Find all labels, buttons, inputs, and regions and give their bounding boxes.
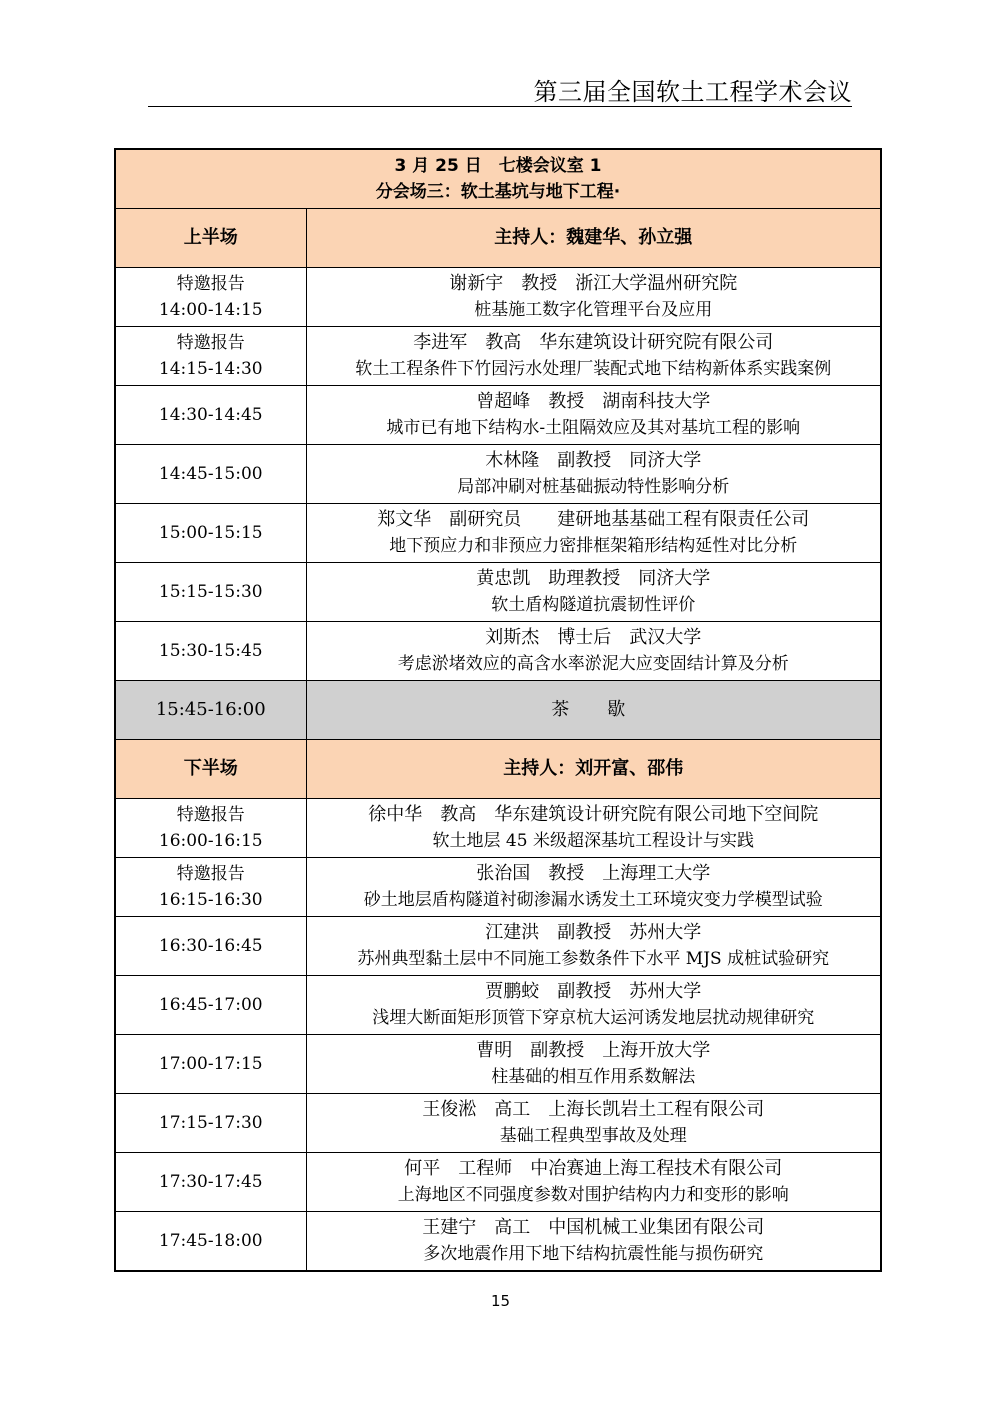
talk-row — [115, 1153, 881, 1212]
talk-speaker: 王俊淞 高工 上海长凯岩土工程有限公司 — [422, 1099, 765, 1120]
talk-row — [115, 563, 881, 622]
talk-speaker: 徐中华 教高 华东建筑设计研究院有限公司地下空间院 — [368, 804, 819, 825]
talk-row — [115, 268, 881, 327]
talk-time: 16:45-17:00 — [158, 995, 263, 1015]
talk-time: 17:30-17:45 — [158, 1172, 263, 1192]
talk-row — [115, 1035, 881, 1094]
talk-topic: 柱基础的相互作用系数解法 — [491, 1067, 696, 1087]
talk-time: 17:00-17:15 — [158, 1054, 263, 1074]
talk-info-cell — [306, 268, 881, 327]
talk-time: 17:45-18:00 — [158, 1231, 263, 1251]
talk-speaker: 曾超峰 教授 湖南科技大学 — [476, 391, 711, 412]
talk-row — [115, 445, 881, 504]
talk-time: 14:45-15:00 — [158, 464, 263, 484]
talk-time-cell — [115, 563, 306, 622]
talk-time-cell — [115, 976, 306, 1035]
talk-info-cell — [306, 1035, 881, 1094]
talk-speaker: 何平 工程师 中冶赛迪上海工程技术有限公司 — [404, 1158, 783, 1179]
talk-speaker: 谢新宇 教授 浙江大学温州研究院 — [449, 273, 738, 294]
first-half-label: 上半场 — [115, 209, 306, 268]
session-header-row — [115, 149, 881, 209]
talk-time: 14:15-14:30 — [158, 359, 263, 379]
talk-info-cell — [306, 622, 881, 681]
talk-row — [115, 858, 881, 917]
document-header — [148, 68, 852, 107]
talk-time: 17:15-17:30 — [158, 1113, 263, 1133]
invited-talk-tag: 特邀报告 — [176, 805, 245, 825]
talk-info-cell — [306, 327, 881, 386]
talk-topic: 软土地层 45 米级超深基坑工程设计与实践 — [432, 831, 754, 851]
talk-topic: 基础工程典型事故及处理 — [499, 1126, 687, 1146]
talk-info-cell — [306, 1153, 881, 1212]
talk-row — [115, 1094, 881, 1153]
talk-info-cell — [306, 1212, 881, 1272]
talk-time: 14:00-14:15 — [158, 300, 263, 320]
talk-time-cell — [115, 386, 306, 445]
second-half-hosts: 主持人：刘开富、邵伟 — [306, 740, 881, 799]
talk-time-cell — [115, 445, 306, 504]
talk-row — [115, 327, 881, 386]
talk-info-cell — [306, 1094, 881, 1153]
talk-time-cell — [115, 799, 306, 858]
talk-topic: 上海地区不同强度参数对围护结构内力和变形的影响 — [397, 1185, 789, 1205]
talk-topic: 桩基施工数字化管理平台及应用 — [474, 300, 713, 320]
invited-talk-tag: 特邀报告 — [176, 333, 245, 353]
talk-speaker: 王建宁 高工 中国机械工业集团有限公司 — [422, 1217, 765, 1238]
talk-topic: 砂土地层盾构隧道衬砌渗漏水诱发土工环境灾变力学模型试验 — [363, 890, 823, 910]
page-number: 15 — [490, 1292, 511, 1310]
talk-topic: 考虑淤堵效应的高含水率淤泥大应变固结计算及分析 — [397, 654, 789, 674]
talk-speaker: 木林隆 副教授 同济大学 — [485, 450, 702, 471]
talk-time-cell — [115, 622, 306, 681]
talk-time-cell — [115, 858, 306, 917]
talk-info-cell — [306, 504, 881, 563]
talk-row — [115, 622, 881, 681]
talk-speaker: 曹明 副教授 上海开放大学 — [476, 1040, 711, 1061]
talk-topic: 浅埋大断面矩形顶管下穿京杭大运河诱发地层扰动规律研究 — [372, 1008, 815, 1028]
talk-time-cell — [115, 327, 306, 386]
talk-topic: 局部冲刷对桩基础振动特性影响分析 — [457, 477, 730, 497]
invited-talk-tag: 特邀报告 — [176, 864, 245, 884]
talk-time: 14:30-14:45 — [158, 405, 263, 425]
talk-time: 15:30-15:45 — [158, 641, 263, 661]
talk-row — [115, 1212, 881, 1272]
talk-row — [115, 976, 881, 1035]
talk-topic: 软土工程条件下竹园污水处理厂装配式地下结构新体系实践案例 — [355, 359, 832, 379]
talk-time-cell — [115, 917, 306, 976]
talk-time-cell — [115, 1035, 306, 1094]
tea-break-label: 茶 歇 — [306, 681, 881, 740]
tea-break-row — [115, 681, 881, 740]
talk-speaker: 张治国 教授 上海理工大学 — [476, 863, 711, 884]
talk-time-cell — [115, 1212, 306, 1272]
session-title: 分会场三：软土基坑与地下工程· — [375, 182, 621, 202]
talk-row — [115, 917, 881, 976]
session-header-cell — [115, 149, 881, 209]
talk-speaker: 郑文华 副研究员 建研地基基础工程有限责任公司 — [377, 509, 810, 530]
first-half-hosts: 主持人：魏建华、孙立强 — [306, 209, 881, 268]
talk-topic: 软土盾构隧道抗震韧性评价 — [491, 595, 696, 615]
talk-time: 15:00-15:15 — [158, 523, 263, 543]
talk-speaker: 刘斯杰 博士后 武汉大学 — [485, 627, 702, 648]
talk-speaker: 贾鹏蛟 副教授 苏州大学 — [485, 981, 702, 1002]
first-half-header-row — [115, 209, 881, 268]
talk-time-cell — [115, 1153, 306, 1212]
second-half-header-row — [115, 740, 881, 799]
talk-time: 15:15-15:30 — [158, 582, 263, 602]
talk-topic: 地下预应力和非预应力密排框架箱形结构延性对比分析 — [389, 536, 798, 556]
talk-time: 16:15-16:30 — [158, 890, 263, 910]
first-half-talks — [115, 268, 881, 681]
second-half-label: 下半场 — [115, 740, 306, 799]
talk-topic: 多次地震作用下地下结构抗震性能与损伤研究 — [423, 1244, 764, 1264]
talk-time-cell — [115, 268, 306, 327]
talk-info-cell — [306, 858, 881, 917]
talk-info-cell — [306, 976, 881, 1035]
talk-info-cell — [306, 799, 881, 858]
talk-row — [115, 799, 881, 858]
invited-talk-tag: 特邀报告 — [176, 274, 245, 294]
talk-info-cell — [306, 386, 881, 445]
header-title: 第三届全国软土工程学术会议 — [533, 78, 852, 106]
talk-topic: 苏州典型黏土层中不同施工参数条件下水平 MJS 成桩试验研究 — [357, 949, 830, 969]
talk-row — [115, 386, 881, 445]
talk-time-cell — [115, 504, 306, 563]
talk-time: 16:00-16:15 — [158, 831, 263, 851]
talk-time-cell — [115, 1094, 306, 1153]
talk-topic: 城市已有地下结构水-土阻隔效应及其对基坑工程的影响 — [386, 418, 801, 438]
talk-info-cell — [306, 917, 881, 976]
talk-info-cell — [306, 445, 881, 504]
talk-info-cell — [306, 563, 881, 622]
talk-time: 16:30-16:45 — [158, 936, 263, 956]
talk-speaker: 黄忠凯 助理教授 同济大学 — [476, 568, 711, 589]
session-date-room: 3 月 25 日 七楼会议室 1 — [394, 156, 602, 176]
talk-speaker: 江建洪 副教授 苏州大学 — [485, 922, 702, 943]
schedule-table — [114, 148, 882, 1272]
second-half-talks — [115, 799, 881, 1272]
talk-row — [115, 504, 881, 563]
tea-break-time: 15:45-16:00 — [115, 681, 306, 740]
talk-speaker: 李进军 教高 华东建筑设计研究院有限公司 — [413, 332, 774, 353]
